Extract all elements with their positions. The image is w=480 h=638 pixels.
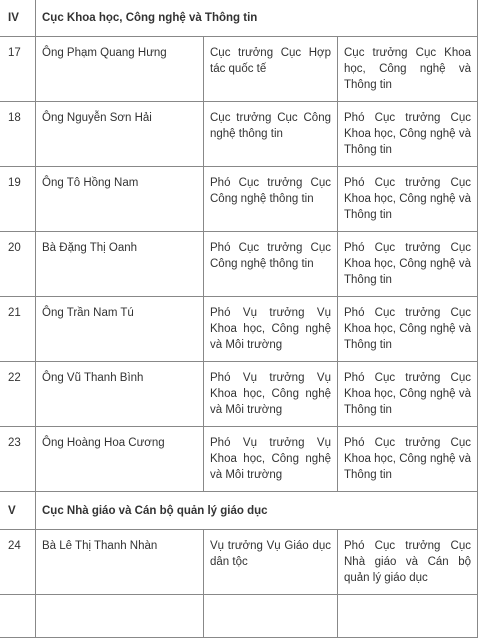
current-position: Cục trưởng Cục Hợp tác quốc tế [204, 37, 338, 102]
person-name: Ông Tô Hồng Nam [36, 167, 204, 232]
row-number: 19 [0, 167, 36, 232]
new-position: Phó Cục trưởng Cục Khoa học, Công nghệ và Thông tin [338, 167, 478, 232]
current-position: Cục trưởng Cục Công nghệ thông tin [204, 102, 338, 167]
empty-cell [0, 595, 36, 638]
new-position: Phó Cục trưởng Cục Khoa học, Công nghệ và Thông tin [338, 427, 478, 492]
current-position: Phó Cục trưởng Cục Công nghệ thông tin [204, 167, 338, 232]
empty-cell [338, 595, 478, 638]
person-name: Ông Trần Nam Tú [36, 297, 204, 362]
row-number: 24 [0, 530, 36, 595]
section-header-row [0, 0, 478, 37]
row-number: 23 [0, 427, 36, 492]
table-row [0, 362, 478, 427]
row-number: 18 [0, 102, 36, 167]
empty-cell [204, 595, 338, 638]
row-number: 17 [0, 37, 36, 102]
section-title: Cục Nhà giáo và Cán bộ quản lý giáo dục [36, 492, 478, 530]
row-number: 20 [0, 232, 36, 297]
empty-cell [36, 595, 204, 638]
new-position: Cục trưởng Cục Khoa học, Công nghệ và Thông tin [338, 37, 478, 102]
table-row [0, 427, 478, 492]
current-position: Phó Cục trưởng Cục Công nghệ thông tin [204, 232, 338, 297]
table-row-partial [0, 595, 478, 638]
person-name: Ông Hoàng Hoa Cương [36, 427, 204, 492]
new-position: Phó Cục trưởng Cục Khoa học, Công nghệ và Thông tin [338, 362, 478, 427]
section-number: V [0, 492, 36, 530]
person-name: Bà Lê Thị Thanh Nhàn [36, 530, 204, 595]
table-row [0, 232, 478, 297]
current-position: Vụ trưởng Vụ Giáo dục dân tộc [204, 530, 338, 595]
current-position: Phó Vụ trưởng Vụ Khoa học, Công nghệ và Môi trường [204, 297, 338, 362]
table-row [0, 297, 478, 362]
person-name: Ông Phạm Quang Hưng [36, 37, 204, 102]
new-position: Phó Cục trưởng Cục Nhà giáo và Cán bộ quản lý giáo dục [338, 530, 478, 595]
section-number: IV [0, 0, 36, 37]
new-position: Phó Cục trưởng Cục Khoa học, Công nghệ và Thông tin [338, 297, 478, 362]
new-position: Phó Cục trưởng Cục Khoa học, Công nghệ và Thông tin [338, 102, 478, 167]
section-header-row [0, 492, 478, 530]
current-position: Phó Vụ trưởng Vụ Khoa học, Công nghệ và Môi trường [204, 427, 338, 492]
row-number: 21 [0, 297, 36, 362]
section-title: Cục Khoa học, Công nghệ và Thông tin [36, 0, 478, 37]
table-row [0, 37, 478, 102]
table-row [0, 530, 478, 595]
person-name: Bà Đặng Thị Oanh [36, 232, 204, 297]
new-position: Phó Cục trưởng Cục Khoa học, Công nghệ và Thông tin [338, 232, 478, 297]
current-position: Phó Vụ trưởng Vụ Khoa học, Công nghệ và Môi trường [204, 362, 338, 427]
person-name: Ông Nguyễn Sơn Hải [36, 102, 204, 167]
table-row [0, 167, 478, 232]
person-name: Ông Vũ Thanh Bình [36, 362, 204, 427]
row-number: 22 [0, 362, 36, 427]
table-row [0, 102, 478, 167]
